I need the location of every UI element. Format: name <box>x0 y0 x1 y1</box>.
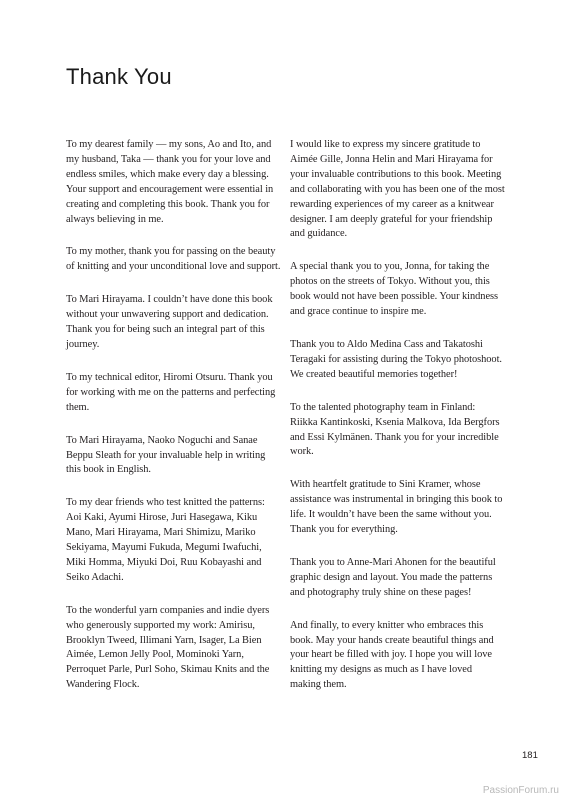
paragraph-graphic-design: Thank you to Anne-Mari Ahonen for the beautiful graphic design and layout. You made the patterns and photography truly shine on these pages! <box>290 556 496 598</box>
page-number: 181 <box>522 750 538 761</box>
left-column <box>66 138 281 711</box>
right-column <box>290 138 505 711</box>
paragraph-every-knitter: And finally, to every knitter who embraces this book. May your hands create beautiful things and your heart be filled with joy. I hope you will love knitting my designs as much as I have loved making them. <box>290 619 494 691</box>
watermark: PassionForum.ru <box>482 785 559 796</box>
paragraph-gratitude: I would like to express my sincere gratitude to Aimée Gille, Jonna Helin and Mari Hirayama for your invaluable contributions to this book. Meeting and collaborating with you has been one of the most rewarding experiences of my career as a knitwear designer. I am deeply grateful for your friendship and guidance. <box>290 139 505 240</box>
paragraph-sini-kramer: With heartfelt gratitude to Sini Kramer, whose assistance was instrumental in bringing this book to life. It wouldn’t have been the same without you. Thank you for everything. <box>290 479 503 536</box>
paragraph-jonna: A special thank you to you, Jonna, for taking the photos on the streets of Tokyo. Without you, this book would not have been possible. Your kindness and grace continue to inspire me. <box>290 261 498 318</box>
paragraph-test-knitters: To my dear friends who test knitted the patterns: Aoi Kaki, Ayumi Hirose, Juri Hasegawa, Kiku Mano, Mari Hirayama, Mari Shimizu, Mariko Sekiyama, Mayumi Fukuda, Megumi Iwafuchi, Miki Homma, Miyuki Doi, Ruu Kobayashi and Seiko Adachi. <box>66 497 265 583</box>
paragraph-english-help: To Mari Hirayama, Naoko Noguchi and Sanae Beppu Sleath for your invaluable help in writing this book in English. <box>66 434 266 476</box>
paragraph-finland-team: To the talented photography team in Finland: Riikka Kantinkoski, Ksenia Malkova, Ida Bergfors and Essi Kylmänen. Thank you for your incredible work. <box>290 401 500 458</box>
page-title: Thank You <box>66 64 172 89</box>
paragraph-tokyo-photoshoot: Thank you to Aldo Medina Cass and Takatoshi Teragaki for assisting during the Tokyo photoshoot. We created beautiful memories together! <box>290 338 502 380</box>
paragraph-mari-hirayama: To Mari Hirayama. I couldn’t have done this book without your unwavering support and dedication. Thank you for being such an integral part of this journey. <box>66 294 273 350</box>
paragraph-yarn-companies: To the wonderful yarn companies and indie dyers who generously supported my work: Amirisu, Brooklyn Tweed, Illimani Yarn, Isager, La Bien Aimée, Lemon Jelly Pool, Mominoki Yarn, Perroquet Parle, Purl Soho, Skimau Knits and the Wandering Flock. <box>66 604 270 691</box>
paragraph-technical-editor: To my technical editor, Hiromi Otsuru. Thank you for working with me on the patterns and perfecting them. <box>66 371 276 413</box>
paragraph-mother: To my mother, thank you for passing on the beauty of knitting and your unconditional love and support. <box>66 246 281 273</box>
paragraph-family: To my dearest family — my sons, Ao and Ito, and my husband, Taka — thank you for your love and endless smiles, which make every day a blessing. Your support and encouragement were essential in creating and completing this book. Thank you for always believing in me. <box>66 139 274 225</box>
